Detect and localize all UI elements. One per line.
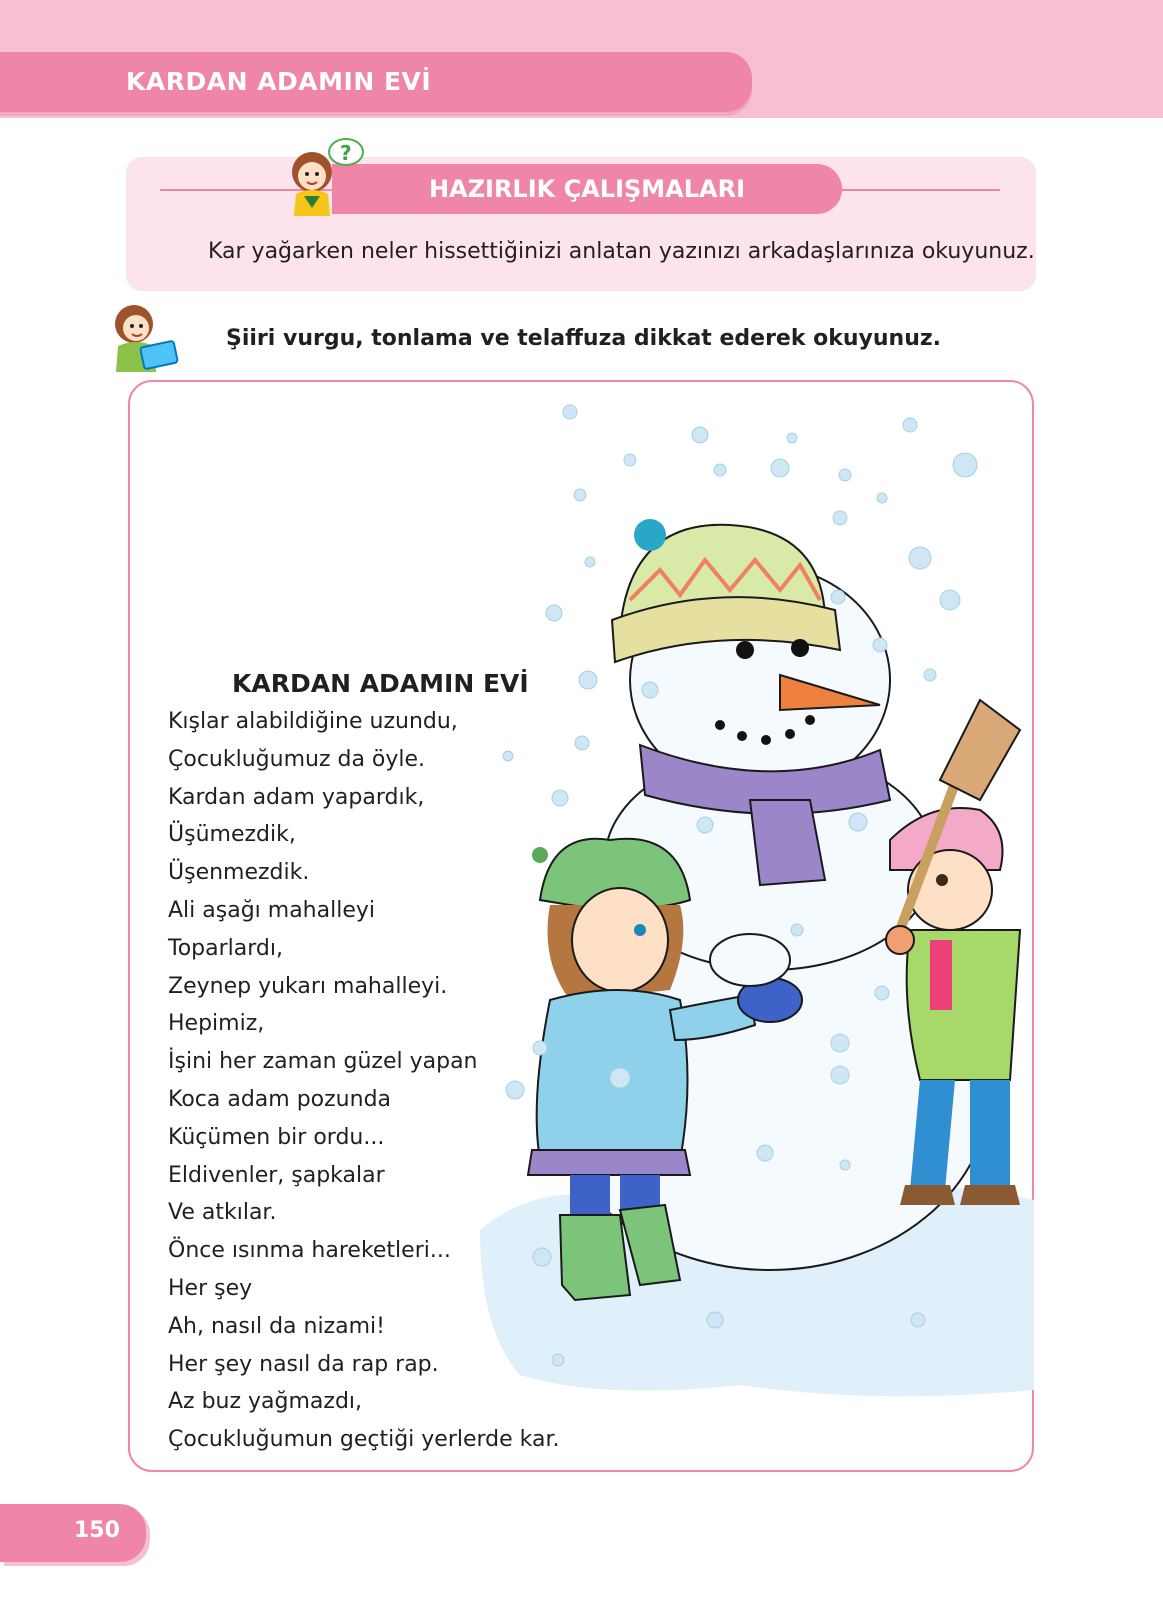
thinking-girl-mascot-icon [278, 136, 366, 216]
reading-girl-mascot-icon [102, 300, 184, 372]
poem-line: Az buz yağmazdı, [168, 1389, 363, 1415]
poem-line: Kışlar alabildiğine uzundu, [168, 709, 458, 734]
poem-line: Hepimiz, [168, 1011, 265, 1037]
poem-line: Ve atkılar. [168, 1200, 277, 1226]
poem-line: Üşenmezdik. [168, 860, 310, 886]
preparation-right-rule [840, 189, 1000, 191]
question-mark: ? [340, 141, 352, 165]
poem-line: Koca adam pozunda [168, 1086, 392, 1112]
poem-line: Eldivenler, şapkalar [168, 1162, 385, 1188]
preparation-instruction: Kar yağarken neler hissettiğinizi anlatan yazınızı arkadaşlarınıza okuyunuz. [208, 239, 1035, 264]
poem-line: Üşümezdik, [168, 822, 296, 848]
poem-line: Her şey [168, 1275, 253, 1301]
poem-body [168, 703, 560, 1459]
snowman-illustration [480, 400, 1034, 1410]
poem-line: Her şey nasıl da rap rap. [168, 1351, 439, 1377]
poem-line: Ali aşağı mahalleyi [168, 897, 375, 923]
poem-line: Küçümen bir ordu... [168, 1124, 385, 1150]
poem-line: İşini her zaman güzel yapan [168, 1049, 478, 1075]
reading-instruction: Şiiri vurgu, tonlama ve telaffuza dikkat ederek okuyunuz. [226, 326, 942, 351]
preparation-title: HAZIRLIK ÇALIŞMALARI [428, 175, 746, 203]
poem-line: Önce ısınma hareketleri... [168, 1238, 451, 1264]
poem-line: Zeynep yukarı mahalleyi. [168, 973, 448, 999]
poem-line: Çocukluğumuz da öyle. [168, 746, 426, 772]
page-title: KARDAN ADAMIN EVİ [126, 67, 432, 96]
page-number-tab [0, 1504, 146, 1562]
poem-line: Toparlardı, [168, 935, 283, 961]
poem-line: Ah, nasıl da nizami! [168, 1313, 385, 1339]
page-number: 150 [74, 1518, 120, 1543]
poem-line: Çocukluğumun geçtiği yerlerde kar. [168, 1427, 560, 1453]
poem-title: KARDAN ADAMIN EVİ [232, 669, 529, 698]
poem-line: Kardan adam yapardık, [168, 784, 425, 810]
